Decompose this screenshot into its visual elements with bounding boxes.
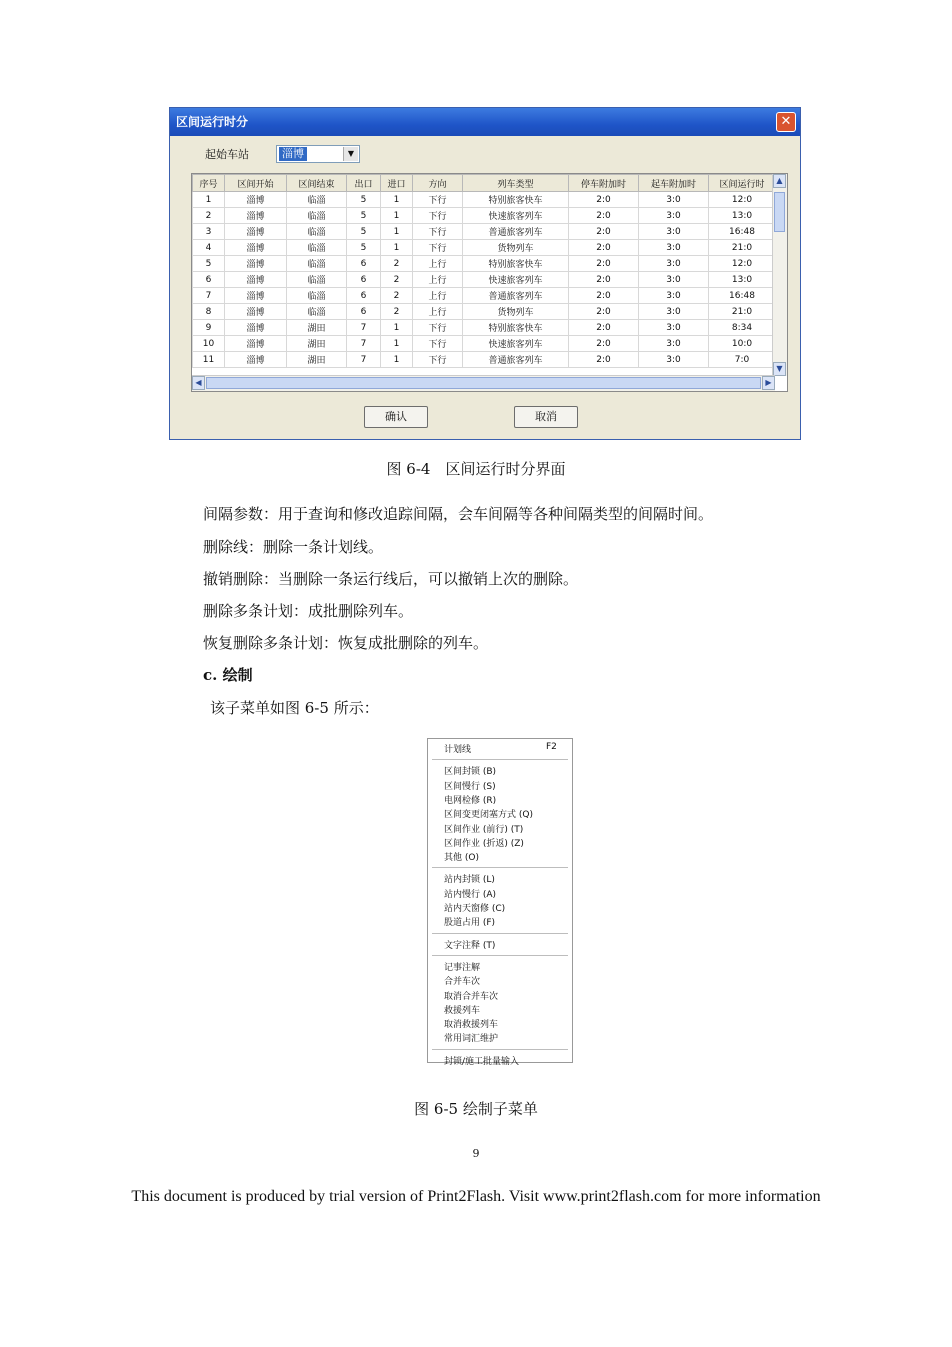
scroll-down-icon[interactable]: ▼ [773, 362, 786, 376]
vertical-scroll-thumb[interactable] [774, 192, 785, 232]
start-station-label: 起始车站 [205, 148, 249, 161]
menu-item[interactable]: 电网检修 (R) [444, 795, 497, 806]
paragraph-interval-params: 间隔参数：用于查询和修改追踪间隔，会车间隔等各种间隔类型的间隔时间。 [203, 505, 714, 523]
figure-caption-6-4: 图 6-4 区间运行时分界面 [386, 460, 566, 478]
table-cell: 2:0 [569, 336, 639, 352]
menu-item[interactable]: 封锁/施工批量输入 [444, 1056, 520, 1067]
table-cell: 2:0 [569, 320, 639, 336]
menu-item[interactable]: 计划线 [444, 745, 472, 755]
table-cell: 上行 [413, 288, 463, 304]
table-row[interactable] [193, 272, 776, 288]
draw-submenu [427, 738, 573, 1067]
table-cell: 普通旅客列车 [463, 288, 569, 304]
chevron-down-icon[interactable]: ▼ [343, 147, 358, 161]
table-cell: 下行 [413, 352, 463, 368]
horizontal-scrollbar[interactable] [192, 375, 775, 391]
table-cell: 5 [193, 256, 225, 272]
scroll-left-icon[interactable]: ◀ [192, 376, 205, 390]
table-cell: 7 [347, 320, 381, 336]
column-header[interactable]: 列车类型 [463, 175, 569, 192]
table-cell: 2:0 [569, 240, 639, 256]
column-header[interactable]: 进口 [381, 175, 413, 192]
start-station-value: 淄博 [279, 147, 307, 161]
menu-item[interactable]: 区间作业 (前行) (T) [444, 824, 524, 835]
table-cell: 7 [347, 352, 381, 368]
table-cell: 10 [193, 336, 225, 352]
table-cell: 2:0 [569, 288, 639, 304]
table-cell: 21:0 [709, 240, 776, 256]
table-cell: 临淄 [287, 288, 347, 304]
menu-item[interactable]: 救援列车 [444, 1005, 481, 1016]
table-cell: 货物列车 [463, 240, 569, 256]
table-cell: 上行 [413, 272, 463, 288]
table-cell: 下行 [413, 208, 463, 224]
table-cell: 上行 [413, 256, 463, 272]
table-cell: 16:48 [709, 288, 776, 304]
table-row[interactable] [193, 208, 776, 224]
table-cell: 7 [347, 336, 381, 352]
runtime-table [191, 173, 788, 392]
table-cell: 淄博 [225, 352, 287, 368]
menu-item[interactable]: 取消救援列车 [444, 1020, 499, 1031]
table-cell: 3:0 [639, 288, 709, 304]
table-cell: 1 [381, 320, 413, 336]
table-cell: 6 [347, 272, 381, 288]
table-cell: 5 [347, 208, 381, 224]
table-cell: 淄博 [225, 272, 287, 288]
table-cell: 3:0 [639, 240, 709, 256]
table-cell: 下行 [413, 336, 463, 352]
submenu-intro: 该子菜单如图 6-5 所示： [210, 699, 379, 717]
table-cell: 特别旅客快车 [463, 192, 569, 208]
table-cell: 2:0 [569, 224, 639, 240]
table-cell: 2:0 [569, 256, 639, 272]
table-cell: 2 [381, 272, 413, 288]
table-cell: 7:0 [709, 352, 776, 368]
paragraph-delete-line: 删除线：删除一条计划线。 [203, 538, 384, 556]
table-row[interactable] [193, 192, 776, 208]
table-cell: 9 [193, 320, 225, 336]
table-cell: 3:0 [639, 352, 709, 368]
table-cell: 普通旅客列车 [463, 224, 569, 240]
table-cell: 快速旅客列车 [463, 208, 569, 224]
menu-separator [432, 955, 568, 956]
menu-item[interactable]: 区间作业 (折返) (Z) [444, 838, 524, 849]
table-cell: 8 [193, 304, 225, 320]
scroll-up-icon[interactable]: ▲ [773, 174, 786, 188]
table-cell: 1 [193, 192, 225, 208]
table-cell: 1 [381, 352, 413, 368]
menu-item[interactable]: 取消合并车次 [444, 991, 499, 1002]
table-cell: 3 [193, 224, 225, 240]
table-cell: 临淄 [287, 224, 347, 240]
table-cell: 5 [347, 224, 381, 240]
menu-separator [432, 933, 568, 934]
table-cell: 1 [381, 208, 413, 224]
table-cell: 8:34 [709, 320, 776, 336]
table-cell: 特别旅客快车 [463, 320, 569, 336]
table-row[interactable] [193, 240, 776, 256]
table-cell: 4 [193, 240, 225, 256]
table-cell: 临淄 [287, 256, 347, 272]
menu-separator [432, 759, 568, 760]
table-cell: 10:0 [709, 336, 776, 352]
menu-separator [432, 867, 568, 868]
table-cell: 5 [347, 192, 381, 208]
column-header[interactable]: 起车附加时 [639, 175, 709, 192]
table-cell: 下行 [413, 240, 463, 256]
table-row[interactable] [193, 288, 776, 304]
table-cell: 淄博 [225, 320, 287, 336]
table-cell: 3:0 [639, 256, 709, 272]
column-header[interactable]: 序号 [193, 175, 225, 192]
column-header[interactable]: 停车附加时 [569, 175, 639, 192]
figure-caption-6-5: 图 6-5 绘制子菜单 [414, 1100, 538, 1118]
table-row[interactable] [193, 320, 776, 336]
table-cell: 11 [193, 352, 225, 368]
start-station-select[interactable] [276, 145, 360, 163]
table-cell: 3:0 [639, 224, 709, 240]
menu-item[interactable]: 股道占用 (F) [444, 918, 496, 929]
dialog-title: 区间运行时分 [176, 115, 249, 129]
menu-item[interactable]: 区间封锁 (B) [444, 767, 497, 778]
table-cell: 2:0 [569, 272, 639, 288]
table-row[interactable] [193, 224, 776, 240]
menu-separator [432, 1049, 568, 1050]
table-cell: 1 [381, 224, 413, 240]
menu-item[interactable]: 文字注释 (T) [444, 940, 496, 951]
table-cell: 1 [381, 336, 413, 352]
dialog-title-bar [170, 108, 800, 136]
paragraph-undo-delete: 撤销删除：当删除一条运行线后，可以撤销上次的删除。 [203, 570, 579, 588]
column-header[interactable]: 区间开始 [225, 175, 287, 192]
column-header[interactable]: 区间运行时 [709, 175, 776, 192]
table-cell: 2:0 [569, 192, 639, 208]
table-cell: 普通旅客列车 [463, 352, 569, 368]
table-cell: 下行 [413, 320, 463, 336]
table-cell: 1 [381, 240, 413, 256]
table-cell: 6 [347, 256, 381, 272]
column-header[interactable]: 方向 [413, 175, 463, 192]
table-cell: 湖田 [287, 336, 347, 352]
table-cell: 快速旅客列车 [463, 336, 569, 352]
table-cell: 淄博 [225, 336, 287, 352]
table-cell: 2 [381, 256, 413, 272]
table-cell: 2:0 [569, 208, 639, 224]
column-header[interactable]: 出口 [347, 175, 381, 192]
table-cell: 2 [193, 208, 225, 224]
section-heading: c. 绘制 [203, 666, 253, 684]
table-cell: 淄博 [225, 192, 287, 208]
menu-item[interactable]: 站内封锁 (L) [444, 875, 495, 886]
table-cell: 3:0 [639, 192, 709, 208]
menu-item[interactable]: 其他 (O) [444, 853, 479, 864]
table-cell: 上行 [413, 304, 463, 320]
table-cell: 淄博 [225, 224, 287, 240]
table-cell: 3:0 [639, 208, 709, 224]
table-cell: 淄博 [225, 304, 287, 320]
scroll-right-icon[interactable]: ▶ [762, 376, 775, 390]
table-cell: 6 [193, 272, 225, 288]
table-cell: 临淄 [287, 240, 347, 256]
interval-runtime-dialog [169, 107, 801, 440]
menu-item[interactable]: 区间慢行 (S) [444, 781, 496, 792]
table-cell: 6 [347, 304, 381, 320]
table-cell: 淄博 [225, 208, 287, 224]
paragraph-restore-multiple: 恢复删除多条计划：恢复成批删除的列车。 [203, 634, 489, 652]
table-cell: 3:0 [639, 272, 709, 288]
table-cell: 下行 [413, 224, 463, 240]
cancel-button[interactable]: 取消 [514, 406, 578, 428]
table-cell: 下行 [413, 192, 463, 208]
table-cell: 淄博 [225, 288, 287, 304]
table-cell: 7 [193, 288, 225, 304]
table-cell: 2:0 [569, 304, 639, 320]
table-row[interactable] [193, 336, 776, 352]
table-cell: 特别旅客快车 [463, 256, 569, 272]
menu-item[interactable]: 区间变更闭塞方式 (Q) [444, 810, 533, 821]
ok-button[interactable]: 确认 [364, 406, 428, 428]
table-cell: 湖田 [287, 320, 347, 336]
table-cell: 2:0 [569, 352, 639, 368]
trial-footer: This document is produced by trial version of Print2Flash. Visit www.print2flash.com for more information [131, 1188, 821, 1205]
table-cell: 21:0 [709, 304, 776, 320]
table-cell: 淄博 [225, 256, 287, 272]
table-cell: 临淄 [287, 304, 347, 320]
menu-item[interactable]: 站内天窗修 (C) [444, 904, 506, 914]
table-cell: 快速旅客列车 [463, 272, 569, 288]
table-cell: 淄博 [225, 240, 287, 256]
table-cell: 12:0 [709, 256, 776, 272]
menu-item[interactable]: 记事注解 [444, 962, 481, 973]
menu-item[interactable]: 常用词汇维护 [444, 1034, 499, 1045]
horizontal-scroll-thumb[interactable] [206, 377, 761, 389]
table-cell: 2 [381, 288, 413, 304]
menu-item[interactable]: 合并车次 [444, 977, 481, 988]
menu-shortcut: F2 [546, 742, 557, 752]
table-cell: 湖田 [287, 352, 347, 368]
table-row[interactable] [193, 256, 776, 272]
table-row[interactable] [193, 304, 776, 320]
table-cell: 2 [381, 304, 413, 320]
table-cell: 临淄 [287, 208, 347, 224]
page-number: 9 [472, 1147, 480, 1160]
table-cell: 12:0 [709, 192, 776, 208]
column-header[interactable]: 区间结束 [287, 175, 347, 192]
table-cell: 5 [347, 240, 381, 256]
close-icon[interactable]: ✕ [776, 112, 796, 132]
table-cell: 13:0 [709, 208, 776, 224]
table-cell: 货物列车 [463, 304, 569, 320]
table-cell: 6 [347, 288, 381, 304]
table-cell: 3:0 [639, 336, 709, 352]
table-cell: 3:0 [639, 320, 709, 336]
table-cell: 1 [381, 192, 413, 208]
table-cell: 3:0 [639, 304, 709, 320]
table-row[interactable] [193, 352, 776, 368]
table-cell: 16:48 [709, 224, 776, 240]
menu-item[interactable]: 站内慢行 (A) [444, 889, 497, 900]
table-cell: 临淄 [287, 192, 347, 208]
table-cell: 临淄 [287, 272, 347, 288]
table-cell: 13:0 [709, 272, 776, 288]
paragraph-delete-multiple: 删除多条计划：成批删除列车。 [203, 602, 414, 620]
vertical-scrollbar[interactable] [772, 174, 787, 376]
